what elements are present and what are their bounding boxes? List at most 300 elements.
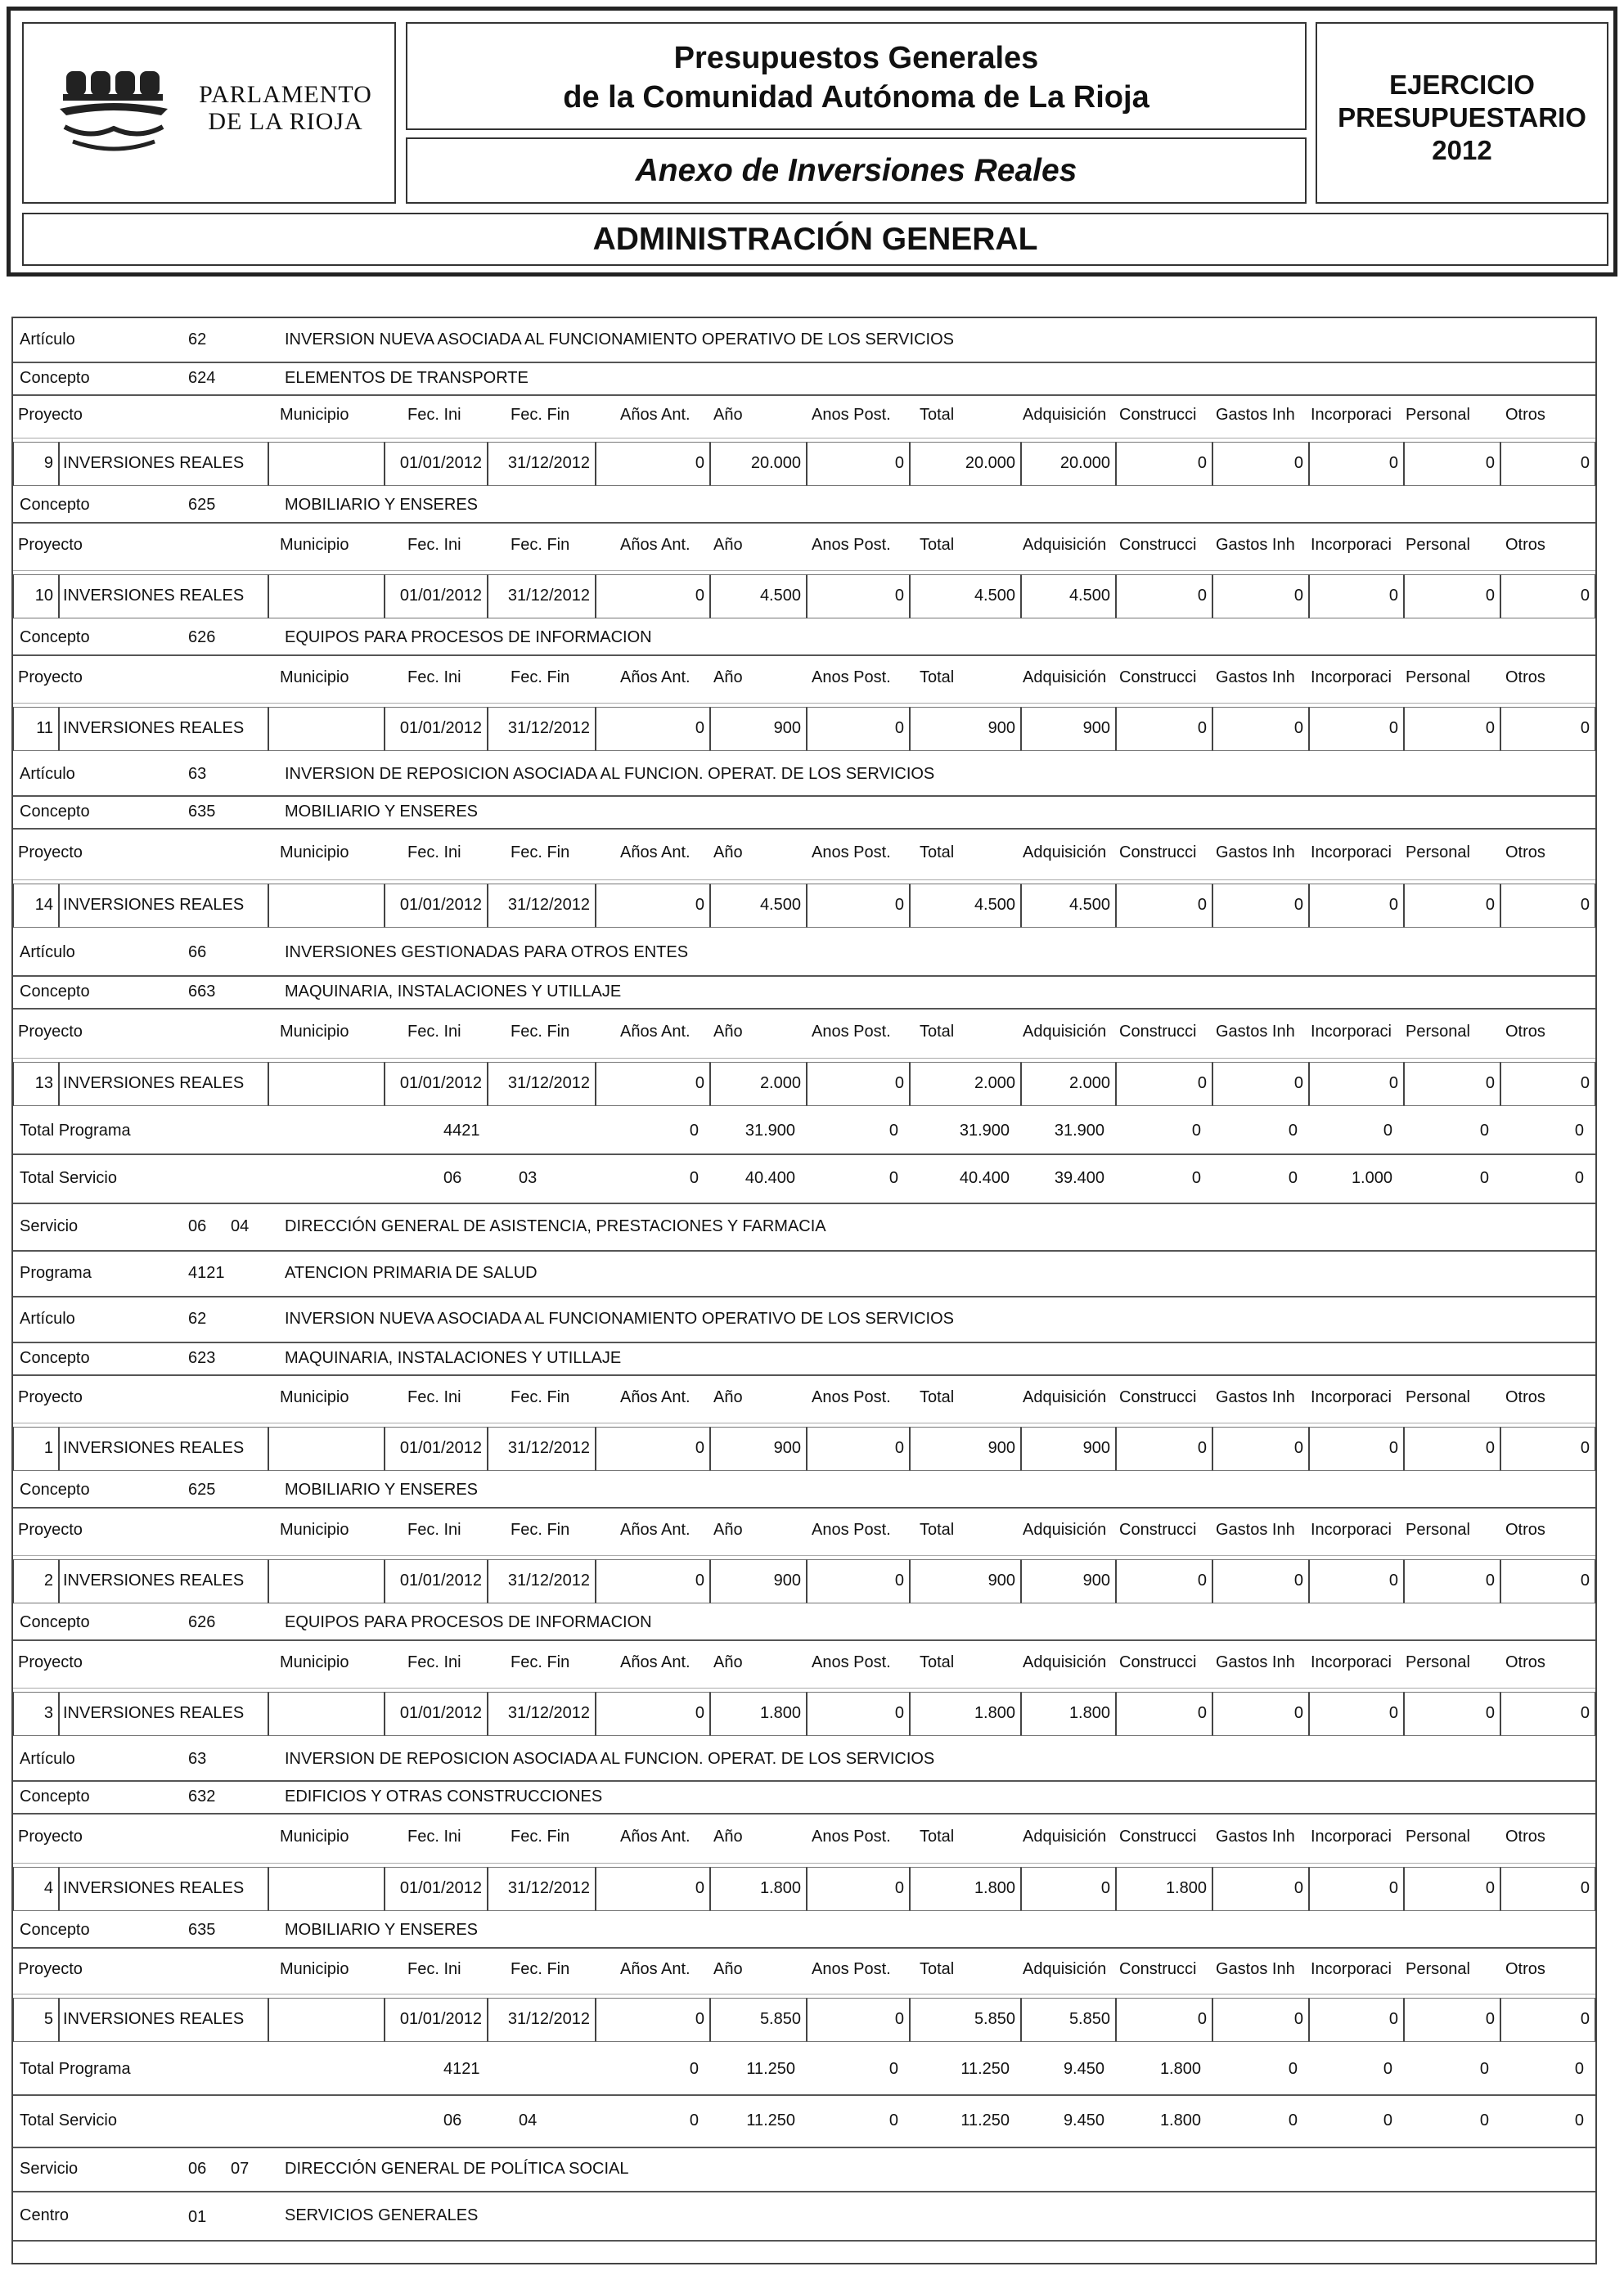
column-header: Fec. Ini — [407, 668, 461, 686]
project-value-text: 0 — [894, 719, 904, 737]
total-value: 0 — [1288, 1169, 1298, 1187]
project-value-text: 0 — [1197, 896, 1207, 914]
project-value — [1309, 707, 1404, 751]
project-value — [710, 1867, 807, 1911]
fiscal-year-box — [1316, 22, 1608, 204]
project-value-text: 0 — [1388, 1074, 1398, 1092]
project-value-text: 0 — [1485, 1704, 1495, 1722]
column-header: Construcci — [1119, 1388, 1197, 1406]
project-value-text: 0 — [1197, 2010, 1207, 2028]
project-id — [13, 442, 59, 486]
row-code: 623 — [188, 1349, 216, 1367]
project-municipio — [268, 884, 385, 928]
project-value — [596, 884, 710, 928]
logo-text — [187, 81, 384, 135]
total-value: 0 — [689, 1122, 699, 1140]
project-value — [488, 707, 596, 751]
project-value — [488, 1427, 596, 1471]
total-value: 31.900 — [959, 1122, 1010, 1140]
project-value-text: 0 — [894, 1704, 904, 1722]
project-value — [1309, 1062, 1404, 1106]
project-value — [385, 1998, 488, 2042]
project-value-text: 900 — [987, 719, 1015, 737]
project-value — [910, 884, 1021, 928]
project-value-text: 1.800 — [974, 1879, 1015, 1897]
project-value-text: 01/01/2012 — [399, 2010, 482, 2028]
project-id — [13, 574, 59, 618]
project-value-text: 0 — [1388, 1704, 1398, 1722]
project-value — [807, 707, 910, 751]
total-label: Total Servicio — [20, 1169, 117, 1187]
project-value — [1404, 1867, 1500, 1911]
column-header: Años Ant. — [620, 536, 691, 554]
row-description: EDIFICIOS Y OTRAS CONSTRUCCIONES — [285, 1788, 603, 1806]
column-header: Anos Post. — [812, 406, 891, 424]
column-header: Personal — [1406, 668, 1470, 686]
label-row — [13, 1782, 1595, 1815]
label-row — [13, 363, 1595, 396]
column-header: Años Ant. — [620, 1828, 691, 1846]
data-row — [13, 1059, 1595, 1109]
column-header: Años Ant. — [620, 843, 691, 861]
column-header: Anos Post. — [812, 1828, 891, 1846]
colhead-row — [13, 1509, 1595, 1556]
project-value-text: 0 — [1388, 1572, 1398, 1590]
project-value — [1500, 707, 1595, 751]
column-header: Total — [920, 536, 955, 554]
data-row — [13, 1556, 1595, 1607]
project-value — [1212, 1427, 1309, 1471]
project-value — [710, 884, 807, 928]
column-header: Adquisición — [1023, 1653, 1107, 1671]
project-value-text: 0 — [695, 454, 704, 472]
project-value-text: 1.800 — [759, 1704, 801, 1722]
row-label: Artículo — [20, 765, 75, 783]
project-value-text: 20.000 — [965, 454, 1015, 472]
total-code-b: 04 — [519, 2111, 538, 2129]
project-value — [1404, 1427, 1500, 1471]
total-value: 11.250 — [960, 2111, 1010, 2129]
column-header: Anos Post. — [812, 843, 891, 861]
title-line-1: Presupuestos Generales — [673, 41, 1039, 75]
project-value — [596, 1427, 710, 1471]
project-value — [1404, 1692, 1500, 1736]
column-header: Municipio — [280, 843, 349, 861]
column-header: Fec. Fin — [511, 1960, 570, 1978]
project-municipio — [268, 1062, 385, 1106]
column-header: Fec. Ini — [407, 1653, 461, 1671]
project-value — [1021, 574, 1116, 618]
project-value — [807, 1427, 910, 1471]
project-value-text: 01/01/2012 — [399, 454, 482, 472]
project-value-text: 0 — [1388, 2010, 1398, 2028]
row-description: EQUIPOS PARA PROCESOS DE INFORMACION — [285, 1613, 652, 1631]
column-header: Proyecto — [18, 1828, 83, 1846]
project-value — [1116, 574, 1212, 618]
column-header: Fec. Fin — [511, 843, 570, 861]
project-value — [1500, 1427, 1595, 1471]
project-value — [807, 1998, 910, 2042]
project-value-text: 0 — [1485, 719, 1495, 737]
total-value: 11.250 — [960, 2060, 1010, 2078]
project-value-text: 31/12/2012 — [507, 1572, 590, 1590]
colhead-row — [13, 1010, 1595, 1059]
column-header: Anos Post. — [812, 1960, 891, 1978]
column-header: Gastos Inh — [1216, 1653, 1295, 1671]
column-header: Adquisición — [1023, 1960, 1107, 1978]
project-value — [1309, 574, 1404, 618]
project-id — [13, 1867, 59, 1911]
label-row — [13, 931, 1595, 977]
column-header: Construcci — [1119, 668, 1197, 686]
project-value-text: 0 — [1197, 719, 1207, 737]
project-value-text: 5.850 — [759, 2010, 801, 2028]
column-header: Año — [713, 1521, 743, 1539]
project-value-text: 1.800 — [974, 1704, 1015, 1722]
project-name — [59, 707, 268, 751]
project-id — [13, 1559, 59, 1603]
total-value: 0 — [1288, 1122, 1298, 1140]
project-value-text: 0 — [695, 1704, 704, 1722]
project-value-text: 0 — [894, 587, 904, 605]
project-value-text: 01/01/2012 — [399, 1074, 482, 1092]
project-value — [385, 1062, 488, 1106]
column-header: Anos Post. — [812, 1653, 891, 1671]
total-value: 0 — [1288, 2060, 1298, 2078]
column-header: Total — [920, 843, 955, 861]
project-municipio — [268, 707, 385, 751]
project-value — [488, 1867, 596, 1911]
project-value — [807, 574, 910, 618]
project-value — [1021, 1692, 1116, 1736]
project-value — [1309, 442, 1404, 486]
row-description: INVERSION DE REPOSICION ASOCIADA AL FUNCION. OPERAT. DE LOS SERVICIOS — [285, 1750, 935, 1768]
column-header: Construcci — [1119, 1653, 1197, 1671]
column-header: Fec. Fin — [511, 1521, 570, 1539]
column-header: Proyecto — [18, 1653, 83, 1671]
project-value-text: 0 — [695, 1439, 704, 1457]
servicio-code-a: 06 — [188, 2160, 207, 2178]
row-label: Concepto — [20, 628, 90, 646]
project-id-text: 1 — [43, 1439, 53, 1457]
project-value — [488, 884, 596, 928]
total-label: Total Programa — [20, 1122, 131, 1140]
row-code: 66 — [188, 943, 207, 961]
column-header: Construcci — [1119, 843, 1197, 861]
project-value — [596, 1867, 710, 1911]
project-value-text: 31/12/2012 — [507, 1439, 590, 1457]
project-value-text: 0 — [695, 719, 704, 737]
project-value-text: 0 — [1293, 719, 1303, 737]
project-value-text: 900 — [1082, 1572, 1110, 1590]
project-value — [1021, 1062, 1116, 1106]
column-header: Fec. Ini — [407, 536, 461, 554]
label-row — [13, 1607, 1595, 1641]
column-header: Gastos Inh — [1216, 1388, 1295, 1406]
project-value-text: 31/12/2012 — [507, 719, 590, 737]
project-value-text: 2.000 — [974, 1074, 1015, 1092]
column-header: Proyecto — [18, 1388, 83, 1406]
column-header: Total — [920, 1960, 955, 1978]
column-header: Otros — [1505, 536, 1545, 554]
column-header: Anos Post. — [812, 1023, 891, 1041]
column-header: Años Ant. — [620, 1653, 691, 1671]
project-value-text: 4.500 — [974, 587, 1015, 605]
ejercicio-line-2: PRESUPUESTARIO — [1338, 102, 1586, 133]
column-header: Total — [920, 406, 955, 424]
project-value-text: 0 — [695, 896, 704, 914]
column-header: Año — [713, 1960, 743, 1978]
label-row — [13, 318, 1595, 363]
row-label: Artículo — [20, 1750, 75, 1768]
total-value: 0 — [888, 1169, 898, 1187]
project-name — [59, 884, 268, 928]
project-value — [385, 707, 488, 751]
colhead-row — [13, 524, 1595, 571]
total-value: 39.400 — [1054, 1169, 1104, 1187]
total-value: 0 — [888, 2060, 898, 2078]
column-header: Otros — [1505, 668, 1545, 686]
row-code: 635 — [188, 1921, 216, 1939]
project-value-text: 0 — [1293, 2010, 1303, 2028]
row-description: MAQUINARIA, INSTALACIONES Y UTILLAJE — [285, 1349, 622, 1367]
row-code: 62 — [188, 1310, 207, 1328]
project-value — [1021, 1867, 1116, 1911]
project-value-text: 01/01/2012 — [399, 587, 482, 605]
total-row — [13, 1109, 1595, 1155]
column-header: Total — [920, 1653, 955, 1671]
total-value: 40.400 — [959, 1169, 1010, 1187]
column-header: Incorporaci — [1311, 668, 1392, 686]
project-value — [1116, 442, 1212, 486]
servicio-code-b: 07 — [231, 2160, 250, 2178]
project-value — [1021, 442, 1116, 486]
column-header: Fec. Ini — [407, 843, 461, 861]
project-value-text: 4.500 — [759, 587, 801, 605]
project-value — [1500, 574, 1595, 618]
project-value — [385, 442, 488, 486]
project-value-text: 0 — [1293, 1879, 1303, 1897]
column-header: Proyecto — [18, 1023, 83, 1041]
row-code: 625 — [188, 1481, 216, 1499]
total-value: 0 — [1288, 2111, 1298, 2129]
column-header: Fec. Ini — [407, 406, 461, 424]
row-description: MOBILIARIO Y ENSERES — [285, 496, 479, 514]
column-header: Incorporaci — [1311, 843, 1392, 861]
project-value — [596, 1998, 710, 2042]
project-value-text: 900 — [773, 719, 801, 737]
column-header: Total — [920, 1023, 955, 1041]
project-name — [59, 1998, 268, 2042]
row-label: Concepto — [20, 369, 90, 387]
total-value: 0 — [689, 1169, 699, 1187]
column-header: Anos Post. — [812, 668, 891, 686]
project-value-text: 0 — [1293, 896, 1303, 914]
project-municipio — [268, 442, 385, 486]
total-value: 1.000 — [1351, 1169, 1392, 1187]
project-value — [596, 1559, 710, 1603]
project-name — [59, 1867, 268, 1911]
project-value-text: 0 — [1485, 1572, 1495, 1590]
project-value — [1404, 1559, 1500, 1603]
project-name — [59, 574, 268, 618]
column-header: Año — [713, 536, 743, 554]
project-id-text: 14 — [34, 896, 53, 914]
project-value — [807, 1062, 910, 1106]
project-value — [1309, 1867, 1404, 1911]
label-row — [13, 1739, 1595, 1782]
project-municipio — [268, 1559, 385, 1603]
total-value: 0 — [689, 2060, 699, 2078]
investment-table — [11, 317, 1597, 2264]
project-value — [385, 574, 488, 618]
column-header: Gastos Inh — [1216, 1960, 1295, 1978]
project-value — [1116, 1692, 1212, 1736]
column-header: Año — [713, 1388, 743, 1406]
ejercicio-year: 2012 — [1432, 135, 1492, 165]
project-value — [1021, 1998, 1116, 2042]
column-header: Fec. Ini — [407, 1960, 461, 1978]
document-title — [406, 22, 1307, 130]
column-header: Año — [713, 1653, 743, 1671]
total-value: 0 — [1383, 2111, 1392, 2129]
project-value-text: 0 — [1197, 1074, 1207, 1092]
column-header: Otros — [1505, 843, 1545, 861]
column-header: Fec. Fin — [511, 536, 570, 554]
column-header: Proyecto — [18, 406, 83, 424]
project-value — [1212, 442, 1309, 486]
project-value — [596, 574, 710, 618]
column-header: Personal — [1406, 1023, 1470, 1041]
project-value-text: 2.000 — [759, 1074, 801, 1092]
total-value: 0 — [888, 1122, 898, 1140]
project-name-text: INVERSIONES REALES — [63, 2010, 245, 2028]
row-label: Concepto — [20, 1788, 90, 1806]
project-value-text: 0 — [1293, 1572, 1303, 1590]
project-id-text: 4 — [43, 1879, 53, 1897]
project-value — [1500, 1062, 1595, 1106]
project-id-text: 13 — [34, 1074, 53, 1092]
project-value-text: 0 — [1580, 1879, 1590, 1897]
row-label: Artículo — [20, 1310, 75, 1328]
column-header: Municipio — [280, 1023, 349, 1041]
project-value-text: 1.800 — [759, 1879, 801, 1897]
project-name — [59, 1062, 268, 1106]
project-value-text: 0 — [1388, 1879, 1398, 1897]
project-value-text: 0 — [695, 1572, 704, 1590]
project-value — [1116, 1559, 1212, 1603]
column-header: Municipio — [280, 536, 349, 554]
row-label: Concepto — [20, 803, 90, 821]
column-header: Años Ant. — [620, 406, 691, 424]
column-header: Adquisición — [1023, 843, 1107, 861]
project-value-text: 0 — [894, 1439, 904, 1457]
row-description: DIRECCIÓN GENERAL DE POLÍTICA SOCIAL — [285, 2160, 629, 2178]
project-value — [1212, 707, 1309, 751]
project-value-text: 31/12/2012 — [507, 1879, 590, 1897]
project-value — [1404, 707, 1500, 751]
project-value-text: 20.000 — [750, 454, 801, 472]
project-value-text: 4.500 — [759, 896, 801, 914]
project-value — [710, 1692, 807, 1736]
project-value-text: 0 — [1388, 896, 1398, 914]
project-value — [710, 574, 807, 618]
column-header: Gastos Inh — [1216, 1023, 1295, 1041]
row-label: Artículo — [20, 331, 75, 349]
project-value — [1500, 884, 1595, 928]
project-value — [1212, 1559, 1309, 1603]
column-header: Gastos Inh — [1216, 406, 1295, 424]
column-header: Años Ant. — [620, 1023, 691, 1041]
column-header: Proyecto — [18, 843, 83, 861]
total-value: 0 — [1479, 1169, 1489, 1187]
column-header: Adquisición — [1023, 1521, 1107, 1539]
data-row — [13, 880, 1595, 931]
row-description: ATENCION PRIMARIA DE SALUD — [285, 1264, 538, 1282]
project-value-text: 0 — [1293, 1074, 1303, 1092]
project-value-text: 900 — [1082, 1439, 1110, 1457]
label-row — [13, 622, 1595, 656]
column-header: Personal — [1406, 1521, 1470, 1539]
column-header: Fec. Ini — [407, 1828, 461, 1846]
total-code-a: 4421 — [443, 1122, 480, 1140]
project-value-text: 0 — [1197, 587, 1207, 605]
row-description: MOBILIARIO Y ENSERES — [285, 1481, 479, 1499]
label-row — [13, 1914, 1595, 1949]
row-code: 4121 — [188, 1264, 225, 1282]
column-header: Años Ant. — [620, 668, 691, 686]
column-header: Municipio — [280, 1388, 349, 1406]
project-value — [1021, 884, 1116, 928]
column-header: Personal — [1406, 1653, 1470, 1671]
row-code: 63 — [188, 1750, 207, 1768]
project-value-text: 4.500 — [1068, 587, 1110, 605]
column-header: Años Ant. — [620, 1521, 691, 1539]
project-municipio — [268, 1998, 385, 2042]
project-name-text: INVERSIONES REALES — [63, 454, 245, 472]
project-value — [1021, 707, 1116, 751]
project-id — [13, 707, 59, 751]
total-value: 0 — [1479, 2060, 1489, 2078]
project-value — [596, 442, 710, 486]
project-value — [910, 1559, 1021, 1603]
logo-line-2: DE LA RIOJA — [208, 108, 363, 135]
project-id — [13, 1692, 59, 1736]
project-value — [1404, 884, 1500, 928]
project-name — [59, 1692, 268, 1736]
project-value-text: 01/01/2012 — [399, 1879, 482, 1897]
total-row — [13, 2096, 1595, 2148]
column-header: Municipio — [280, 668, 349, 686]
project-value-text: 01/01/2012 — [399, 1704, 482, 1722]
column-header: Anos Post. — [812, 536, 891, 554]
column-header: Otros — [1505, 1023, 1545, 1041]
project-municipio — [268, 1867, 385, 1911]
column-header: Construcci — [1119, 1023, 1197, 1041]
project-value — [1021, 1559, 1116, 1603]
project-name-text: INVERSIONES REALES — [63, 1879, 245, 1897]
project-value — [1212, 1867, 1309, 1911]
column-header: Construcci — [1119, 1828, 1197, 1846]
column-header: Anos Post. — [812, 1388, 891, 1406]
column-header: Construcci — [1119, 1521, 1197, 1539]
colhead-row — [13, 656, 1595, 704]
column-header: Otros — [1505, 1828, 1545, 1846]
total-row — [13, 2045, 1595, 2096]
project-value — [1500, 1559, 1595, 1603]
project-value — [385, 1427, 488, 1471]
project-value — [596, 707, 710, 751]
